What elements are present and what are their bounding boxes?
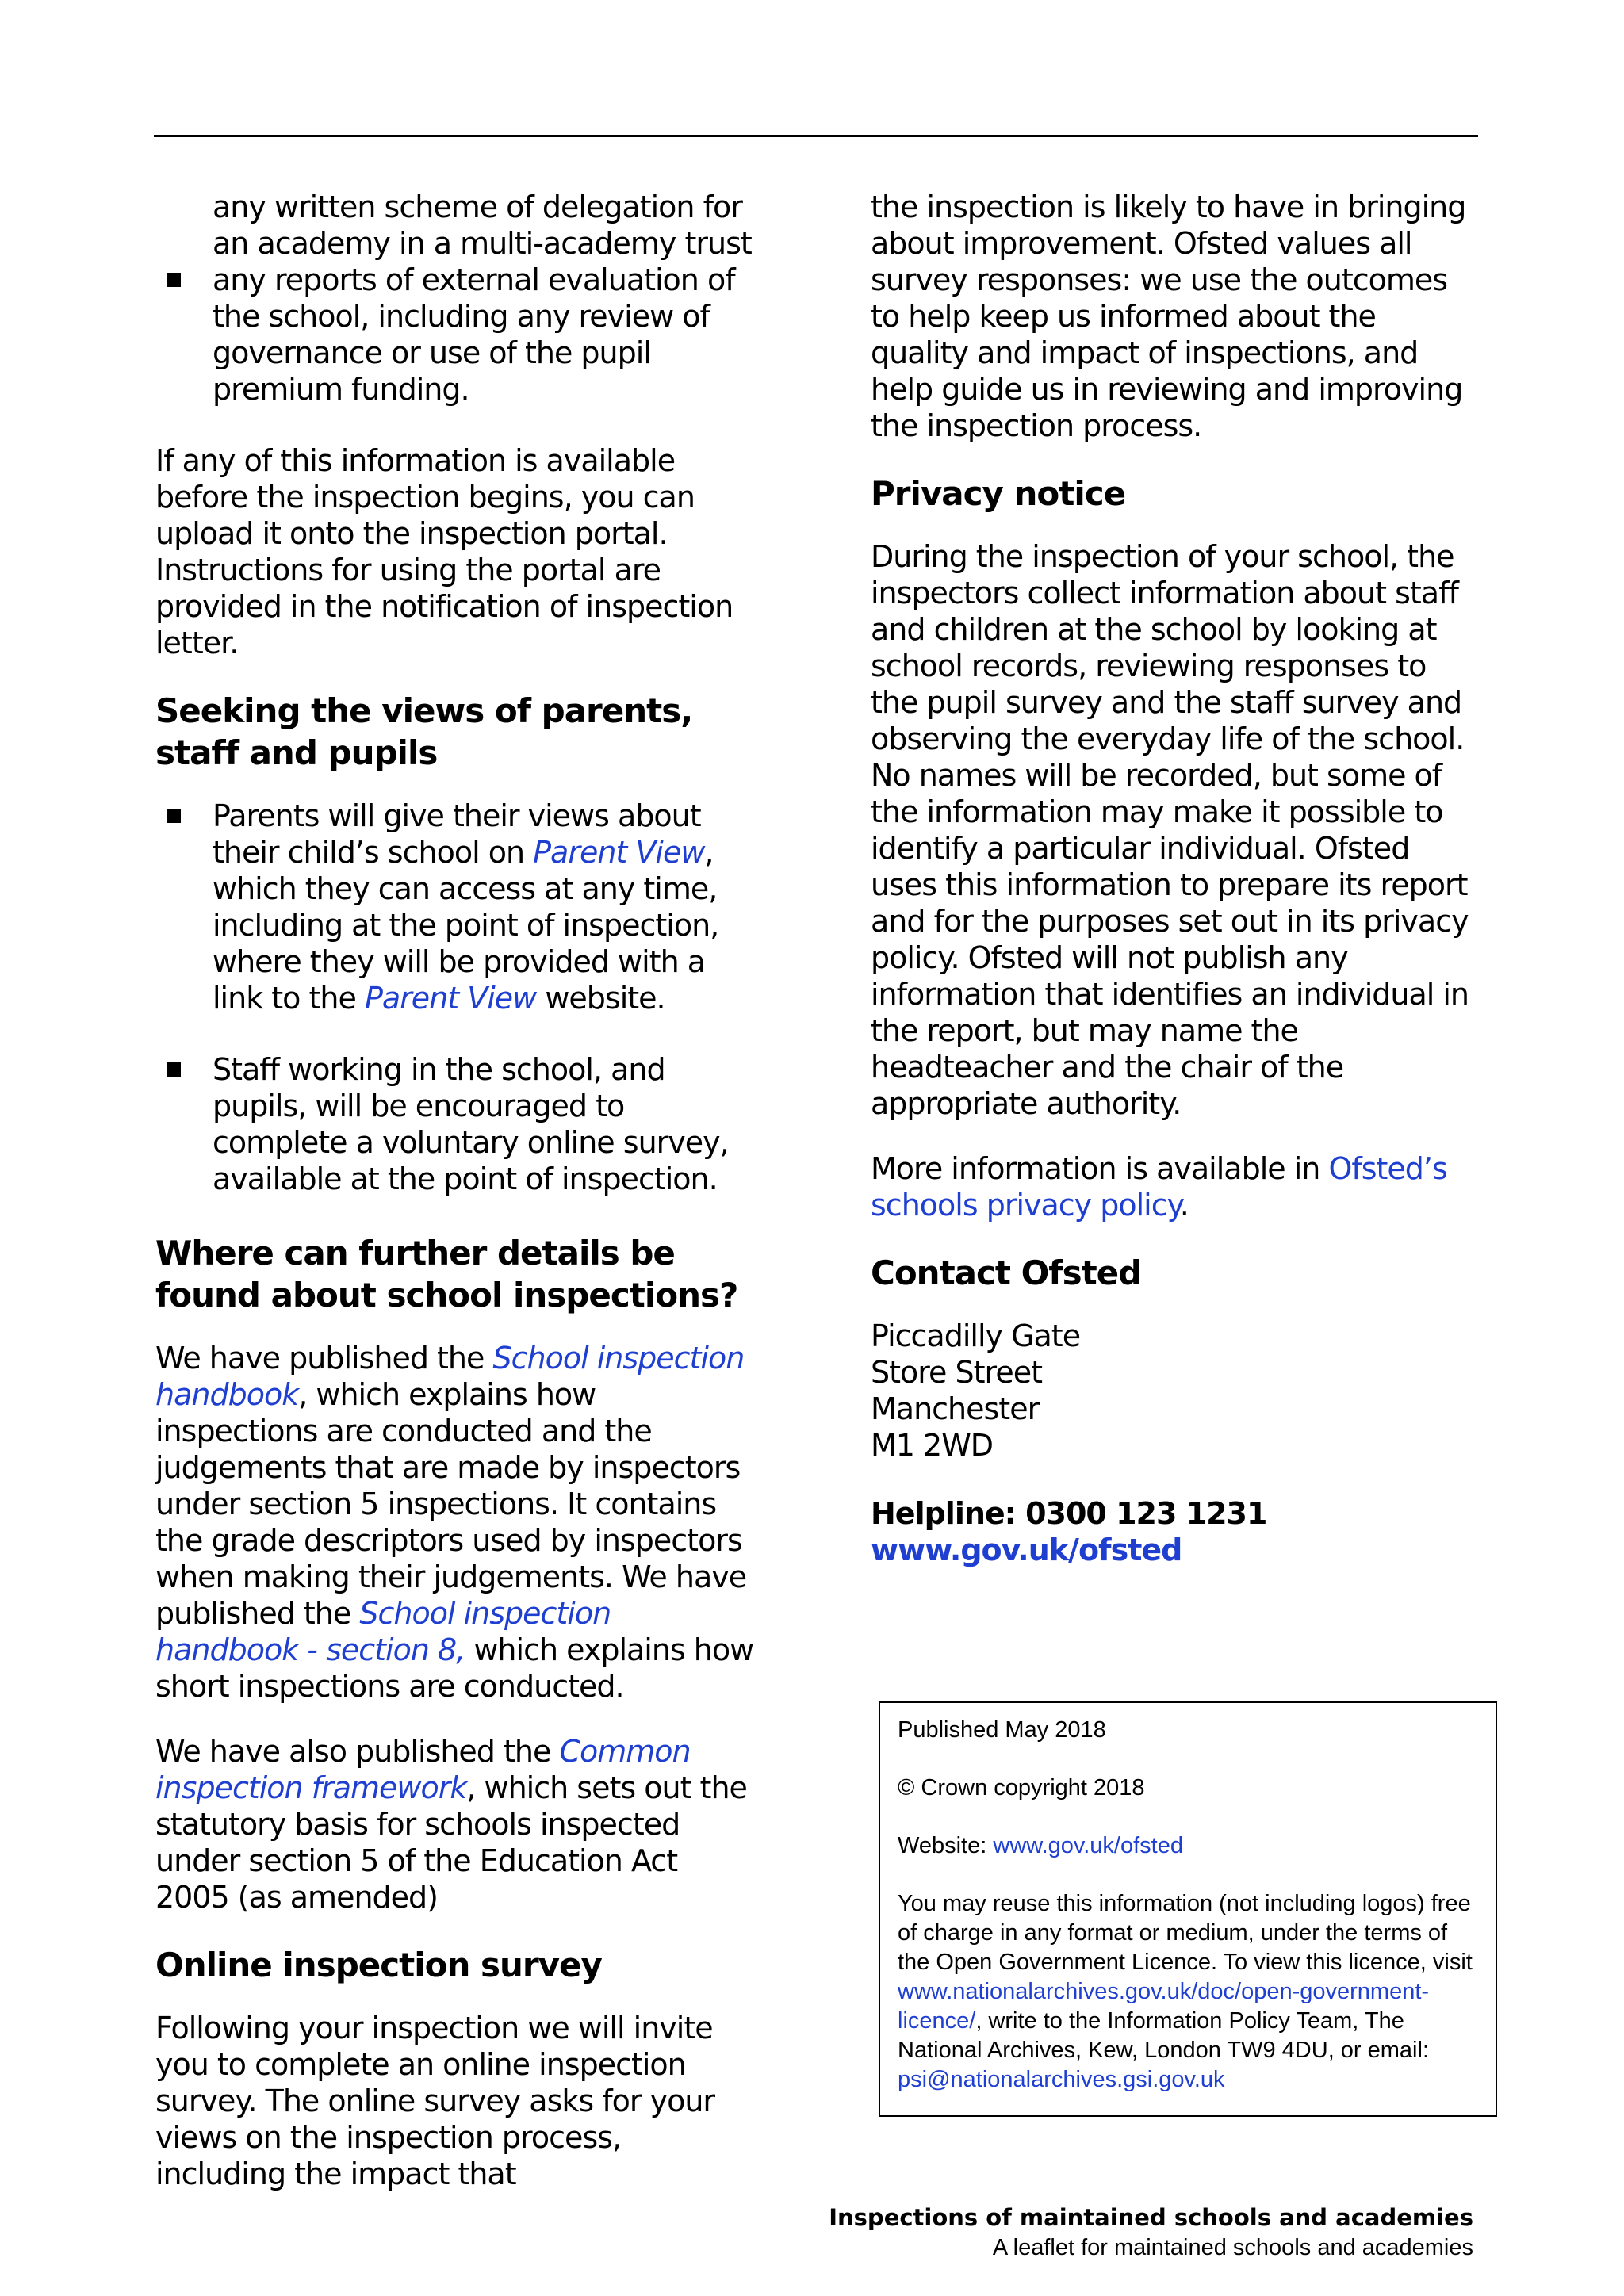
parent-view-link[interactable]: Parent View xyxy=(533,835,705,870)
licence-paragraph xyxy=(898,1889,1478,2095)
heading-online-survey: Online inspection survey xyxy=(155,1946,602,1984)
published-date: Published May 2018 xyxy=(898,1717,1106,1743)
website-line xyxy=(898,1831,1478,1861)
licence-link[interactable]: www.nationalarchives.gov.uk/doc/open-government-licence/ xyxy=(898,1979,1430,2034)
list-item xyxy=(155,189,758,262)
parents-text: , which they can access at any time, including at the point of inspection, where they will be provided with a link to the xyxy=(213,835,719,1016)
copyright-notice: © Crown copyright 2018 xyxy=(898,1775,1145,1800)
address-line: Manchester xyxy=(871,1391,1040,1426)
helpline-number: Helpline: 0300 123 1231 xyxy=(871,1496,1267,1531)
heading-contact-ofsted: Contact Ofsted xyxy=(871,1253,1142,1292)
email-link[interactable]: psi@nationalarchives.gsi.gov.uk xyxy=(898,2067,1225,2092)
views-list xyxy=(155,798,758,1197)
list-item xyxy=(155,798,758,1016)
paragraph-text: which explains how short inspections are conducted. xyxy=(155,1632,754,1704)
staff-text: Staff working in the school, and pupils, will be encouraged to complete a voluntary online survey, available at the point of inspection. xyxy=(213,1052,729,1196)
handbook-paragraph xyxy=(155,1340,758,1705)
right-column xyxy=(871,189,1473,1568)
privacy-paragraph: During the inspection of your school, the inspectors collect information about staff and children at the school by looking at school records, reviewing responses to the pupil survey and the staff survey and observing the everyday life of the school. No names will be recorded, but some of the information may make it possible to identify a particular individual. Ofsted uses this information to prepare its report and for the purposes set out in its privacy policy. Ofsted will not publish any information that identifies an individual in the report, but may name the headteacher and the chair of the appropriate authority. xyxy=(871,539,1469,1121)
ofsted-website-link[interactable]: www.gov.uk/ofsted xyxy=(871,1533,1182,1567)
list-item xyxy=(155,262,758,408)
website-link[interactable]: www.gov.uk/ofsted xyxy=(993,1833,1183,1858)
paragraph-text: , which sets out the statutory basis for schools inspected under section 5 of the Education Act 2005 (as amended) xyxy=(155,1770,747,1915)
paragraph-text: More information is available in xyxy=(871,1151,1329,1186)
paragraph-text: , which explains how inspections are conducted and the judgements that are made by inspectors under section 5 inspections. It contains the grade descriptors used by inspectors when making their judgements. We have published the xyxy=(155,1377,747,1631)
paragraph-text: We have also published the xyxy=(155,1734,560,1769)
page-footer xyxy=(829,2202,1473,2263)
heading-seeking-views: Seeking the views of parents, staff and pupils xyxy=(155,691,693,772)
handbook-section-8-link[interactable]: School inspection handbook - section 8, xyxy=(155,1596,611,1667)
address-block xyxy=(871,1318,1473,1464)
parents-text: Parents will give their views about their child’s school on xyxy=(213,798,701,870)
upload-paragraph: If any of this information is available before the inspection begins, you can upload it onto the inspection portal. Instructions for using the portal are provided in the notification of inspection letter. xyxy=(155,443,733,660)
document-list xyxy=(155,189,758,408)
common-inspection-framework-link[interactable]: Common inspection framework xyxy=(155,1734,691,1805)
heading-privacy-notice: Privacy notice xyxy=(871,474,1126,513)
square-bullet-icon xyxy=(167,809,181,823)
square-bullet-icon xyxy=(167,273,181,287)
more-info-paragraph xyxy=(871,1150,1473,1223)
header-rule xyxy=(154,135,1478,137)
list-item-text: any reports of external evaluation of the school, including any review of governance or use of the pupil premium funding. xyxy=(213,262,735,407)
parent-view-link[interactable]: Parent View xyxy=(364,981,537,1016)
survey-paragraph: Following your inspection we will invite you to complete an online inspection survey. The online survey asks for your views on the inspection process, including the impact that xyxy=(155,2011,715,2191)
address-line: M1 2WD xyxy=(871,1428,994,1463)
survey-continued-paragraph: the inspection is likely to have in bringing about improvement. Ofsted values all survey responses: we use the outcomes to help keep us informed about the quality and impact of inspections, and help guide us in reviewing and improving the inspection process. xyxy=(871,189,1466,443)
heading-further-details: Where can further details be found about school inspections? xyxy=(155,1234,738,1314)
list-item-text: any written scheme of delegation for an academy in a multi-academy trust xyxy=(213,189,752,261)
address-line: Store Street xyxy=(871,1355,1042,1390)
paragraph-text: . xyxy=(1179,1188,1189,1223)
paragraph-text: , write to the Information Policy Team, The National Archives, Kew, London TW9 4DU, or email: xyxy=(898,2008,1430,2063)
paragraph-text: You may reuse this information (not including logos) free of charge in any format or medium, under the terms of the Open Government Licence. To view this licence, visit xyxy=(898,1891,1473,1975)
square-bullet-icon xyxy=(167,1062,181,1077)
footer-subtitle: A leaflet for maintained schools and academies xyxy=(992,2235,1473,2260)
school-inspection-handbook-link[interactable]: School inspection handbook xyxy=(155,1341,745,1412)
list-item xyxy=(155,1051,758,1197)
framework-paragraph xyxy=(155,1733,758,1915)
address-line: Piccadilly Gate xyxy=(871,1318,1081,1353)
website-label: Website: xyxy=(898,1833,994,1858)
paragraph-text: We have published the xyxy=(155,1341,493,1376)
parents-text: website. xyxy=(536,981,665,1016)
privacy-policy-link[interactable]: Ofsted’s schools privacy policy xyxy=(871,1151,1447,1223)
publication-info-box xyxy=(879,1701,1497,2117)
left-column xyxy=(155,189,758,2221)
footer-title: Inspections of maintained schools and academies xyxy=(829,2204,1473,2231)
